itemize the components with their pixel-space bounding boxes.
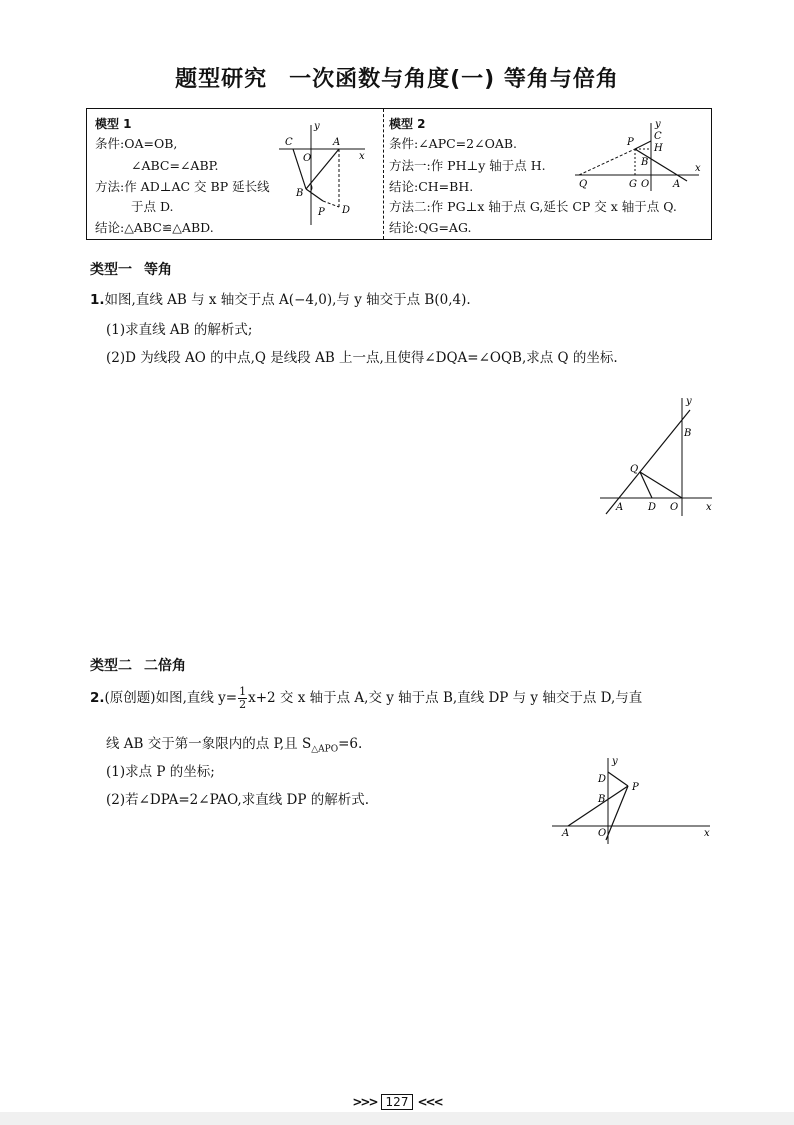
- q1-part: (1)求直线 AB 的解析式;: [106, 322, 253, 338]
- section1-name: 等角: [144, 262, 172, 278]
- q2-figure: [550, 754, 714, 846]
- q1-part: (2)D 为线段 AO 的中点,Q 是线段 AB 上一点,且使得∠DQA=∠OQB,求点 Q 的坐标.: [106, 350, 618, 366]
- q2-fraction: [238, 686, 247, 711]
- q1-label-Q: Q: [630, 464, 639, 475]
- model1-line: 条件:OA=OB,: [95, 136, 178, 151]
- m2-label-P: P: [627, 137, 634, 148]
- q1-label-D: D: [648, 502, 657, 513]
- m1-label-B: B: [296, 188, 304, 199]
- q1-label-y: y: [686, 396, 692, 407]
- q2-number: 2.: [90, 690, 105, 706]
- footer-right-arrows: <<<: [417, 1095, 442, 1109]
- m2-label-Q: Q: [579, 179, 588, 190]
- section2-label: 类型二: [90, 658, 132, 674]
- model2-line: 结论:CH=BH.: [389, 179, 474, 194]
- q2-frac-num: 1: [239, 685, 247, 698]
- q1-label-O: O: [670, 502, 679, 513]
- model2-line: 条件:∠APC=2∠OAB.: [389, 136, 518, 151]
- q1-figure: [596, 394, 716, 518]
- q2-frac-den: 2: [239, 698, 247, 711]
- q2-label-D: D: [598, 774, 607, 785]
- m1-label-C: C: [285, 137, 293, 148]
- model-box: [86, 108, 712, 240]
- q1-label-A: A: [616, 502, 624, 513]
- model1-figure: [275, 117, 379, 229]
- model2-line: 结论:QG=AG.: [389, 220, 472, 235]
- m2-label-O: O: [641, 179, 650, 190]
- q2-label-B: B: [598, 794, 606, 805]
- q2-label-P: P: [632, 782, 639, 793]
- q2-stem-a: 如图,直线 y=: [155, 690, 238, 706]
- q2-stem-sub: △APO: [311, 744, 339, 755]
- model2-heading: 模型 2: [389, 117, 426, 131]
- m2-label-B: B: [641, 157, 649, 168]
- title-part2: 一次函数与角度(一) 等角与倍角: [289, 67, 619, 92]
- section1-label: 类型一: [90, 262, 132, 278]
- q2-stem-line2: [106, 732, 362, 755]
- bottom-shade: [0, 1112, 794, 1125]
- q2-label-y: y: [612, 756, 618, 767]
- model2-figure: [571, 117, 707, 193]
- model2-line: 方法一:作 PH⊥y 轴于点 H.: [389, 158, 546, 173]
- m2-label-A: A: [673, 179, 681, 190]
- model1-heading: 模型 1: [95, 117, 132, 131]
- q2-stem-b: x+2 交 x 轴于点 A,交 y 轴于点 B,直线 DP 与 y 轴交于点 D,与直: [248, 690, 643, 706]
- q2-stem: [90, 686, 642, 711]
- q2-label-A: A: [562, 828, 570, 839]
- m1-label-y: y: [314, 121, 320, 132]
- page-number: 127: [381, 1094, 414, 1110]
- m1-label-A: A: [333, 137, 341, 148]
- m1-label-D: D: [342, 205, 351, 216]
- model1-line: 于点 D.: [131, 199, 174, 214]
- q2-tag: (原创题): [104, 690, 156, 706]
- q2-label-O: O: [598, 828, 607, 839]
- section1-heading: [90, 259, 172, 279]
- m1-label-P: P: [318, 207, 325, 218]
- m2-label-x: x: [695, 163, 701, 174]
- q2-stem-end: =6.: [338, 736, 363, 752]
- q2-stem-line2-text: 线 AB 交于第一象限内的点 P,且 S: [106, 736, 312, 752]
- section2-name: 二倍角: [144, 658, 186, 674]
- m1-label-O: O: [303, 153, 312, 164]
- model2-line: 方法二:作 PG⊥x 轴于点 G,延长 CP 交 x 轴于点 Q.: [389, 199, 677, 214]
- m2-label-H: H: [654, 143, 663, 154]
- section2-heading: [90, 655, 186, 675]
- m2-label-y: y: [655, 119, 661, 130]
- footer-left-arrows: >>>: [352, 1095, 377, 1109]
- q2-part: (1)求点 P 的坐标;: [106, 764, 215, 780]
- page-title: [0, 62, 794, 93]
- model1-line: ∠ABC=∠ABP.: [131, 158, 219, 173]
- title-part1: 题型研究: [175, 67, 268, 92]
- q1-label-B: B: [684, 428, 692, 439]
- q1-label-x: x: [706, 502, 712, 513]
- model1-line: 方法:作 AD⊥AC 交 BP 延长线: [95, 179, 270, 194]
- q1-stem-text: 如图,直线 AB 与 x 轴交于点 A(−4,0),与 y 轴交于点 B(0,4).: [104, 292, 471, 308]
- m1-label-x: x: [359, 151, 365, 162]
- q1-number: 1.: [90, 292, 105, 308]
- model-divider: [383, 109, 384, 239]
- q2-label-x: x: [704, 828, 710, 839]
- page-footer: [0, 1094, 794, 1110]
- q1-stem: [90, 288, 471, 308]
- model1-line: 结论:△ABC≌△ABD.: [95, 220, 214, 235]
- m2-label-C: C: [654, 131, 662, 142]
- m2-label-G: G: [629, 179, 637, 190]
- q2-part: (2)若∠DPA=2∠PAO,求直线 DP 的解析式.: [106, 792, 370, 808]
